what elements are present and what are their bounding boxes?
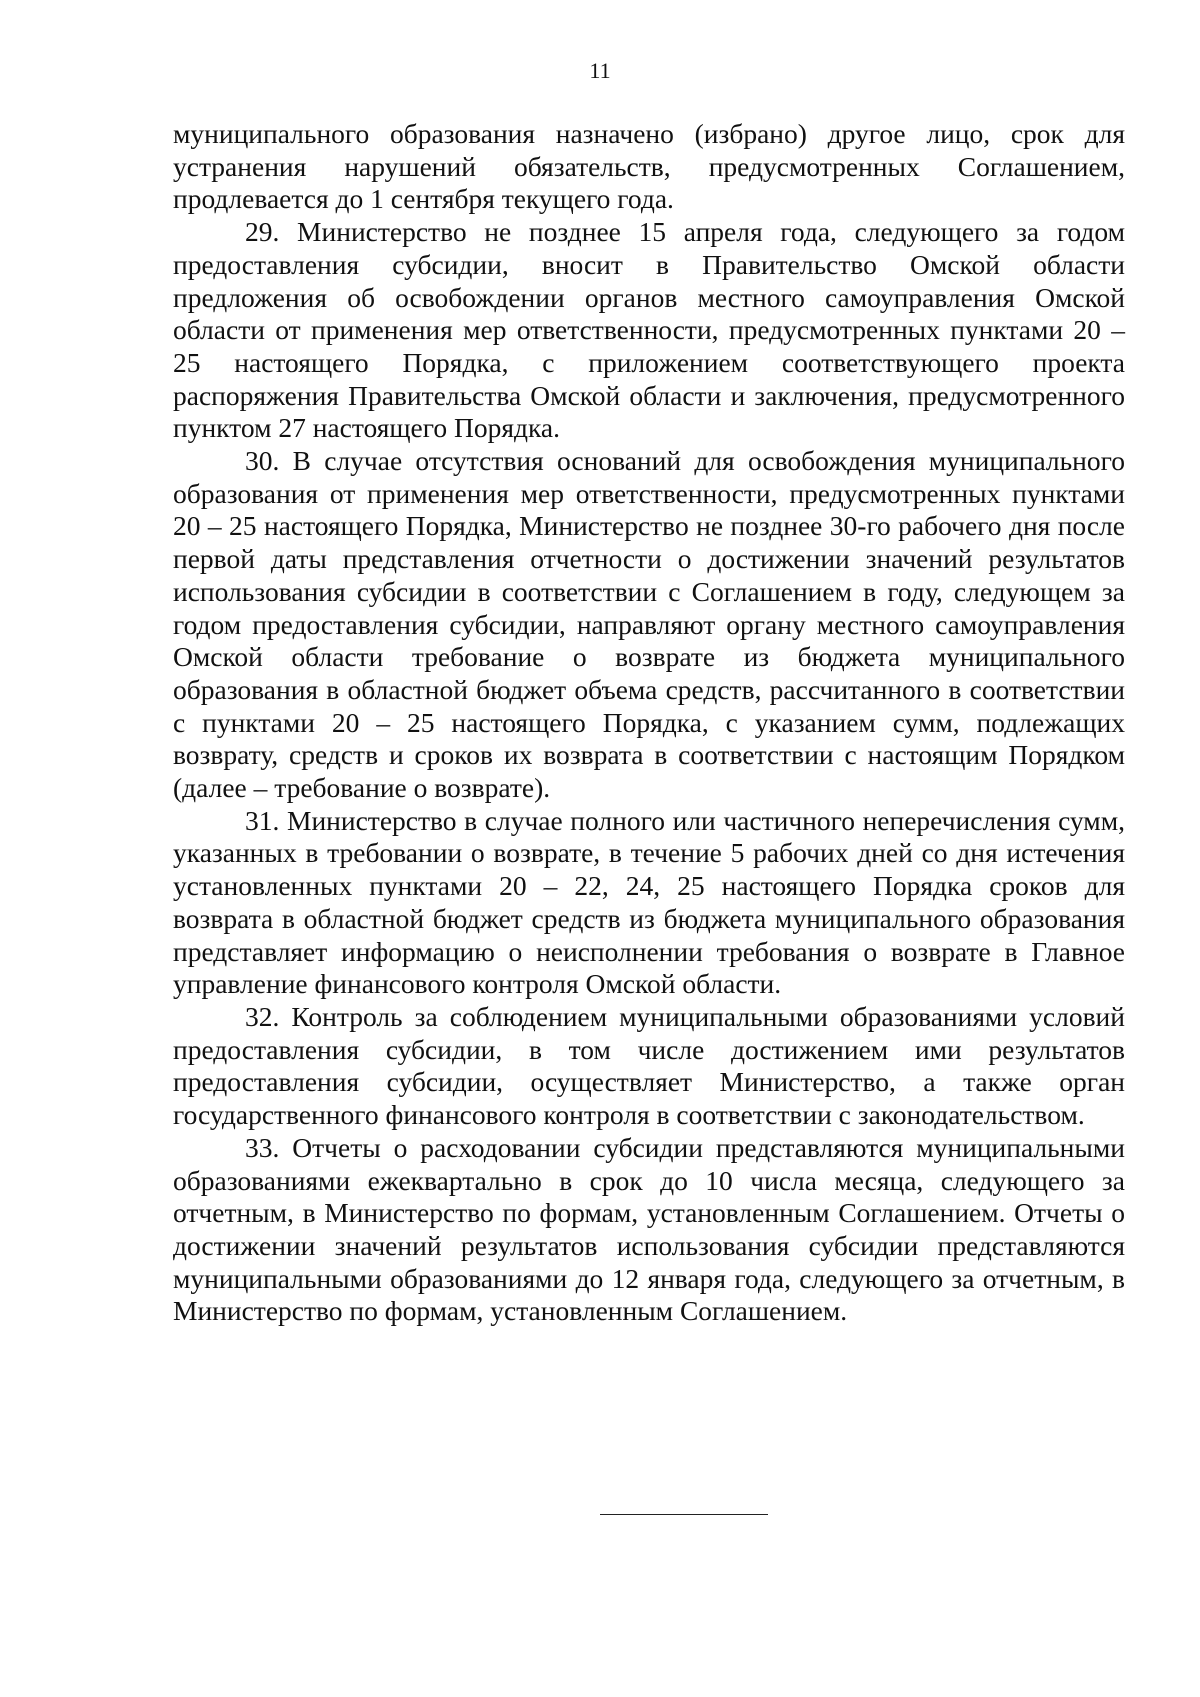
document-body	[173, 118, 1125, 1328]
paragraph-31: 31. Министерство в случае полного или частичного неперечисления сумм, указанных в требовании о возврате, в течение 5 рабочих дней со дня истечения установленных пунктами 20 – 22, 24, 25 настоящего Порядка сроков для возврата в областной бюджет средств из бюджета муниципального образования представляет информацию о неисполнении требования о возврате в Главное управление финансового контроля Омской области.	[173, 804, 1125, 1000]
page-number: 11	[589, 58, 611, 83]
paragraph-32: 32. Контроль за соблюдением муниципальными образованиями условий предоставления субсидии, в том числе достижением ими результатов предоставления субсидии, осуществляет Министерство, а также орган государственного финансового контроля в соответствии с законодательством.	[173, 1000, 1125, 1131]
paragraph-29: 29. Министерство не позднее 15 апреля года, следующего за годом предоставления субсидии, вносит в Правительство Омской области предложения об освобождении органов местного самоуправления Омской области от применения мер ответственности, предусмотренных пунктами 20 – 25 настоящего Порядка, с приложением соответствующего проекта распоряжения Правительства Омской области и заключения, предусмотренного пунктом 27 настоящего Порядка.	[173, 216, 1125, 444]
paragraph-30: 30. В случае отсутствия оснований для освобождения муниципального образования от применения мер ответственности, предусмотренных пунктами 20 – 25 настоящего Порядка, Министерство не позднее 30-го рабочего дня после первой даты представления отчетности о достижении значений результатов использования субсидии в соответствии с Соглашением в году, следующем за годом предоставления субсидии, направляют органу местного самоуправления Омской области требование о возврате из бюджета муниципального образования в областной бюджет объема средств, рассчитанного в соответствии с пунктами 20 – 25 настоящего Порядка, с указанием сумм, подлежащих возврату, средств и сроков их возврата в соответствии с настоящим Порядком (далее – требование о возврате).	[173, 445, 1125, 804]
paragraph-33: 33. Отчеты о расходовании субсидии представляются муниципальными образованиями ежеквартально в срок до 10 числа месяца, следующего за отчетным, в Министерство по формам, установленным Соглашением. Отчеты о достижении значений результатов использования субсидии представляются муниципальными образованиями до 12 января года, следующего за отчетным, в Министерство по формам, установленным Соглашением.	[173, 1131, 1125, 1327]
end-of-document-rule	[600, 1514, 768, 1515]
paragraph-continuation: муниципального образования назначено (избрано) другое лицо, срок для устранения нарушений обязательств, предусмотренных Соглашением, продлевается до 1 сентября текущего года.	[173, 118, 1125, 215]
